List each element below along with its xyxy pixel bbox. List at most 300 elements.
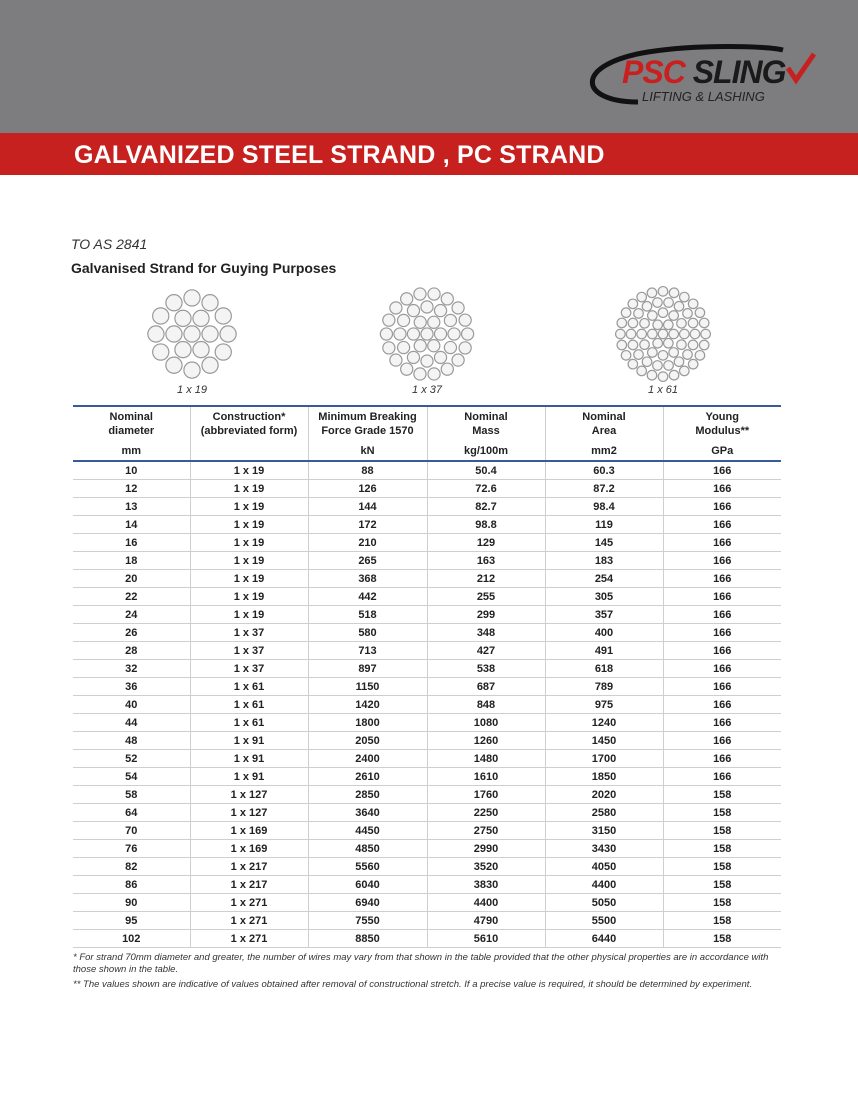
wire-circle: [628, 340, 638, 350]
header-line: Young: [705, 411, 739, 423]
column-header: [190, 406, 308, 442]
table-cell: 427: [427, 642, 545, 660]
table-cell: 1 x 169: [190, 840, 308, 858]
table-cell: 7550: [308, 912, 427, 930]
table-cell: 86: [73, 876, 190, 894]
table-cell: 13: [73, 498, 190, 516]
strand-1x19-caption: 1 x 19: [177, 384, 207, 396]
table-cell: 28: [73, 642, 190, 660]
wire-circle: [462, 328, 474, 340]
table-cell: 975: [545, 696, 663, 714]
wire-circle: [653, 361, 663, 371]
table-cell: 166: [663, 461, 781, 480]
table-cell: 166: [663, 480, 781, 498]
wire-circle: [653, 338, 663, 348]
wire-circle: [434, 351, 446, 363]
table-cell: 580: [308, 624, 427, 642]
wire-circle: [407, 351, 419, 363]
wire-circle: [215, 308, 231, 324]
table-row: [73, 750, 781, 768]
wire-circle: [202, 295, 218, 311]
header-line: Nominal: [464, 411, 508, 423]
table-cell: 58: [73, 786, 190, 804]
table-cell: 95: [73, 912, 190, 930]
wire-circle: [434, 328, 446, 340]
table-cell: 158: [663, 876, 781, 894]
column-unit: kN: [308, 442, 427, 461]
table-row: [73, 732, 781, 750]
table-cell: 1 x 19: [190, 570, 308, 588]
table-cell: 166: [663, 768, 781, 786]
wire-circle: [166, 357, 182, 373]
wire-circle: [407, 305, 419, 317]
table-cell: 158: [663, 912, 781, 930]
table-cell: 1 x 271: [190, 930, 308, 948]
table-cell: 1 x 37: [190, 660, 308, 678]
table-row: [73, 588, 781, 606]
wire-circle: [658, 329, 668, 339]
table-cell: 1 x 91: [190, 768, 308, 786]
wire-circle: [428, 368, 440, 380]
table-cell: 2580: [545, 804, 663, 822]
table-cell: 166: [663, 588, 781, 606]
table-row: [73, 570, 781, 588]
column-unit: kg/100m: [427, 442, 545, 461]
table-cell: 1800: [308, 714, 427, 732]
table-cell: 22: [73, 588, 190, 606]
wire-circle: [628, 299, 638, 309]
table-cell: 6040: [308, 876, 427, 894]
table-cell: 4790: [427, 912, 545, 930]
table-cell: 88: [308, 461, 427, 480]
table-cell: 1420: [308, 696, 427, 714]
table-cell: 618: [545, 660, 663, 678]
table-cell: 10: [73, 461, 190, 480]
table-row: [73, 534, 781, 552]
column-unit: GPa: [663, 442, 781, 461]
table-cell: 491: [545, 642, 663, 660]
wire-circle: [648, 311, 658, 321]
table-row: [73, 876, 781, 894]
table-cell: 442: [308, 588, 427, 606]
table-row: [73, 606, 781, 624]
table-cell: 48: [73, 732, 190, 750]
table-cell: 76: [73, 840, 190, 858]
wire-circle: [648, 348, 658, 358]
wire-circle: [647, 288, 657, 298]
table-cell: 1 x 19: [190, 461, 308, 480]
wire-circle: [202, 357, 218, 373]
strand-1x19-illustration: [137, 284, 247, 384]
table-cell: 897: [308, 660, 427, 678]
wire-circle: [699, 340, 709, 350]
wire-circle: [383, 342, 395, 354]
footnote-modulus: ** The values shown are indicative of values obtained after removal of constructional stretch. If a precise value is required, it should be determined by experiment.: [73, 979, 753, 990]
table-cell: 1450: [545, 732, 663, 750]
wire-circle: [166, 326, 182, 342]
column-unit: mm2: [545, 442, 663, 461]
wire-circle: [664, 338, 674, 348]
wire-circle: [380, 328, 392, 340]
wire-circle: [175, 310, 191, 326]
wire-circle: [688, 340, 698, 350]
wire-circle: [640, 340, 650, 350]
table-row: [73, 461, 781, 480]
header-line: diameter: [108, 425, 155, 437]
wire-circle: [421, 355, 433, 367]
table-cell: 54: [73, 768, 190, 786]
wire-circle: [459, 314, 471, 326]
table-cell: 60.3: [545, 461, 663, 480]
header-line: Construction*: [212, 411, 286, 423]
table-cell: 3520: [427, 858, 545, 876]
table-cell: 2020: [545, 786, 663, 804]
table-cell: 1 x 19: [190, 516, 308, 534]
wire-circle: [634, 309, 644, 319]
table-cell: 4450: [308, 822, 427, 840]
table-cell: 3830: [427, 876, 545, 894]
wire-circle: [637, 329, 647, 339]
table-cell: 158: [663, 858, 781, 876]
table-cell: 52: [73, 750, 190, 768]
wire-circle: [669, 329, 679, 339]
table-cell: 1 x 271: [190, 912, 308, 930]
table-cell: 305: [545, 588, 663, 606]
wire-circle: [428, 288, 440, 300]
wire-circle: [669, 311, 679, 321]
header-line: Nominal: [109, 411, 153, 423]
table-row: [73, 768, 781, 786]
table-cell: 1150: [308, 678, 427, 696]
wire-circle: [677, 319, 687, 329]
header-line: Area: [591, 425, 617, 437]
wire-circle: [401, 293, 413, 305]
table-cell: 357: [545, 606, 663, 624]
wire-circle: [695, 351, 705, 361]
wire-circle: [683, 309, 693, 319]
header-line: Mass: [472, 425, 500, 437]
wire-circle: [184, 290, 200, 306]
table-cell: 1 x 37: [190, 624, 308, 642]
wire-circle: [695, 308, 705, 318]
logo-tagline: LIFTING & LASHING: [642, 89, 765, 104]
wire-circle: [184, 326, 200, 342]
table-cell: 2990: [427, 840, 545, 858]
column-header: [73, 406, 190, 442]
table-row: [73, 696, 781, 714]
table-cell: 2850: [308, 786, 427, 804]
table-cell: 1260: [427, 732, 545, 750]
table-cell: 82.7: [427, 498, 545, 516]
table-row: [73, 480, 781, 498]
table-cell: 158: [663, 804, 781, 822]
table-cell: 50.4: [427, 461, 545, 480]
table-cell: 210: [308, 534, 427, 552]
table-cell: 5500: [545, 912, 663, 930]
table-cell: 144: [308, 498, 427, 516]
wire-circle: [653, 320, 663, 330]
table-row: [73, 678, 781, 696]
table-cell: 1080: [427, 714, 545, 732]
wire-circle: [215, 344, 231, 360]
wire-circle: [617, 340, 627, 350]
table-cell: 32: [73, 660, 190, 678]
table-cell: 98.4: [545, 498, 663, 516]
wire-circle: [658, 308, 668, 318]
table-cell: 5050: [545, 894, 663, 912]
table-cell: 1 x 19: [190, 480, 308, 498]
wire-circle: [153, 344, 169, 360]
table-cell: 14: [73, 516, 190, 534]
wire-circle: [452, 354, 464, 366]
wire-circle: [428, 340, 440, 352]
table-cell: 72.6: [427, 480, 545, 498]
psc-sling-logo: [578, 44, 818, 110]
table-cell: 172: [308, 516, 427, 534]
wire-circle: [621, 308, 631, 318]
table-cell: 145: [545, 534, 663, 552]
table-cell: 6940: [308, 894, 427, 912]
strand-1x37-caption: 1 x 37: [412, 384, 442, 396]
wire-circle: [690, 329, 700, 339]
header-line: Minimum Breaking: [318, 411, 417, 423]
wire-circle: [637, 292, 647, 302]
table-cell: 5610: [427, 930, 545, 948]
table-cell: 1 x 217: [190, 858, 308, 876]
table-cell: 1700: [545, 750, 663, 768]
table-row: [73, 498, 781, 516]
wire-circle: [621, 351, 631, 361]
check-icon: [788, 54, 814, 80]
wire-circle: [390, 354, 402, 366]
table-cell: 129: [427, 534, 545, 552]
table-cell: 158: [663, 822, 781, 840]
table-cell: 1 x 61: [190, 678, 308, 696]
wire-circle: [202, 326, 218, 342]
table-cell: 20: [73, 570, 190, 588]
table-cell: 368: [308, 570, 427, 588]
table-cell: 64: [73, 804, 190, 822]
table-cell: 3640: [308, 804, 427, 822]
wire-circle: [616, 329, 626, 339]
wire-circle: [394, 328, 406, 340]
table-cell: 183: [545, 552, 663, 570]
table-cell: 3430: [545, 840, 663, 858]
strand-spec-table: [73, 405, 781, 948]
wire-circle: [421, 328, 433, 340]
title-band: [0, 133, 858, 175]
wire-circle: [688, 299, 698, 309]
wire-circle: [414, 340, 426, 352]
table-cell: 102: [73, 930, 190, 948]
table-cell: 44: [73, 714, 190, 732]
wire-circle: [193, 342, 209, 358]
wire-circle: [414, 316, 426, 328]
table-cell: 166: [663, 624, 781, 642]
table-cell: 1 x 271: [190, 894, 308, 912]
wire-circle: [434, 305, 446, 317]
table-cell: 166: [663, 516, 781, 534]
wire-circle: [626, 329, 636, 339]
table-cell: 5560: [308, 858, 427, 876]
wire-circle: [414, 288, 426, 300]
table-cell: 166: [663, 642, 781, 660]
table-row: [73, 912, 781, 930]
table-cell: 2610: [308, 768, 427, 786]
wire-circle: [680, 292, 690, 302]
wire-circle: [628, 318, 638, 328]
table-cell: 70: [73, 822, 190, 840]
table-cell: 158: [663, 840, 781, 858]
wire-circle: [669, 370, 679, 380]
header-line: Nominal: [582, 411, 626, 423]
table-cell: 90: [73, 894, 190, 912]
table-cell: 8850: [308, 930, 427, 948]
header-line: Modulus**: [695, 425, 750, 437]
wire-circle: [674, 302, 684, 312]
column-header: [308, 406, 427, 442]
table-cell: 1610: [427, 768, 545, 786]
table-cell: 1 x 91: [190, 750, 308, 768]
wire-circle: [617, 318, 627, 328]
wire-circle: [220, 326, 236, 342]
table-cell: 4400: [545, 876, 663, 894]
wire-circle: [658, 351, 668, 361]
page-title: GALVANIZED STEEL STRAND , PC STRAND: [74, 141, 605, 169]
table-cell: 36: [73, 678, 190, 696]
table-cell: 1850: [545, 768, 663, 786]
logo-wordmark: PSC SLING: [622, 54, 786, 90]
table-cell: 166: [663, 660, 781, 678]
wire-circle: [680, 329, 690, 339]
wire-circle: [669, 288, 679, 298]
wire-circle: [648, 329, 658, 339]
footnote-construction: * For strand 70mm diameter and greater, the number of wires may vary from that shown in the table provided that the other physical properties are in accordance with those shown in the table.: [73, 952, 769, 975]
wire-circle: [184, 362, 200, 378]
table-cell: 1 x 127: [190, 786, 308, 804]
column-header: [663, 406, 781, 442]
table-cell: 2250: [427, 804, 545, 822]
strand-1x61-caption: 1 x 61: [648, 384, 678, 396]
table-cell: 713: [308, 642, 427, 660]
wire-circle: [653, 298, 663, 308]
wire-circle: [664, 361, 674, 371]
table-cell: 40: [73, 696, 190, 714]
wire-circle: [444, 341, 456, 353]
table-cell: 166: [663, 696, 781, 714]
wire-circle: [407, 328, 419, 340]
table-cell: 789: [545, 678, 663, 696]
wire-circle: [398, 314, 410, 326]
table-row: [73, 894, 781, 912]
table-cell: 400: [545, 624, 663, 642]
wire-circle: [680, 366, 690, 376]
wire-circle: [699, 318, 709, 328]
wire-circle: [459, 342, 471, 354]
table-cell: 2750: [427, 822, 545, 840]
table-row: [73, 786, 781, 804]
wire-circle: [148, 326, 164, 342]
wire-circle: [193, 310, 209, 326]
table-cell: 166: [663, 534, 781, 552]
table-cell: 1 x 169: [190, 822, 308, 840]
wire-circle: [421, 301, 433, 313]
wire-circle: [688, 318, 698, 328]
wire-circle: [677, 340, 687, 350]
table-cell: 1 x 127: [190, 804, 308, 822]
column-header: [545, 406, 663, 442]
table-cell: 1 x 217: [190, 876, 308, 894]
table-cell: 1 x 19: [190, 552, 308, 570]
wire-circle: [441, 293, 453, 305]
table-cell: 166: [663, 498, 781, 516]
wire-circle: [674, 357, 684, 367]
table-cell: 3150: [545, 822, 663, 840]
table-cell: 538: [427, 660, 545, 678]
wire-circle: [390, 302, 402, 314]
table-cell: 158: [663, 930, 781, 948]
table-cell: 1760: [427, 786, 545, 804]
wire-circle: [452, 302, 464, 314]
wire-circle: [153, 308, 169, 324]
table-cell: 16: [73, 534, 190, 552]
header-band: [0, 0, 858, 133]
table-cell: 1 x 19: [190, 498, 308, 516]
table-cell: 848: [427, 696, 545, 714]
wire-circle: [398, 341, 410, 353]
wire-circle: [448, 328, 460, 340]
wire-circle: [634, 350, 644, 360]
table-cell: 2050: [308, 732, 427, 750]
table-row: [73, 714, 781, 732]
table-cell: 265: [308, 552, 427, 570]
table-cell: 1 x 37: [190, 642, 308, 660]
table-cell: 6440: [545, 930, 663, 948]
table-row: [73, 624, 781, 642]
footnotes: [73, 952, 773, 994]
wire-circle: [441, 363, 453, 375]
wire-circle: [166, 295, 182, 311]
table-cell: 4050: [545, 858, 663, 876]
table-cell: 255: [427, 588, 545, 606]
table-row: [73, 930, 781, 948]
table-cell: 1 x 61: [190, 714, 308, 732]
wire-circle: [428, 316, 440, 328]
table-row: [73, 552, 781, 570]
table-cell: 87.2: [545, 480, 663, 498]
table-cell: 26: [73, 624, 190, 642]
wire-circle: [669, 348, 679, 358]
table-row: [73, 516, 781, 534]
table-cell: 119: [545, 516, 663, 534]
strand-1x61-illustration: [608, 284, 718, 384]
wire-circle: [383, 314, 395, 326]
wire-circle: [683, 350, 693, 360]
wire-circle: [642, 302, 652, 312]
table-row: [73, 804, 781, 822]
table-row: [73, 822, 781, 840]
table-cell: 4400: [427, 894, 545, 912]
wire-circle: [688, 359, 698, 369]
wire-circle: [701, 329, 711, 339]
table-cell: 299: [427, 606, 545, 624]
wire-circle: [637, 366, 647, 376]
table-cell: 1 x 19: [190, 588, 308, 606]
table-cell: 687: [427, 678, 545, 696]
table-row: [73, 840, 781, 858]
strand-1x37-illustration: [372, 284, 482, 384]
table-cell: 518: [308, 606, 427, 624]
